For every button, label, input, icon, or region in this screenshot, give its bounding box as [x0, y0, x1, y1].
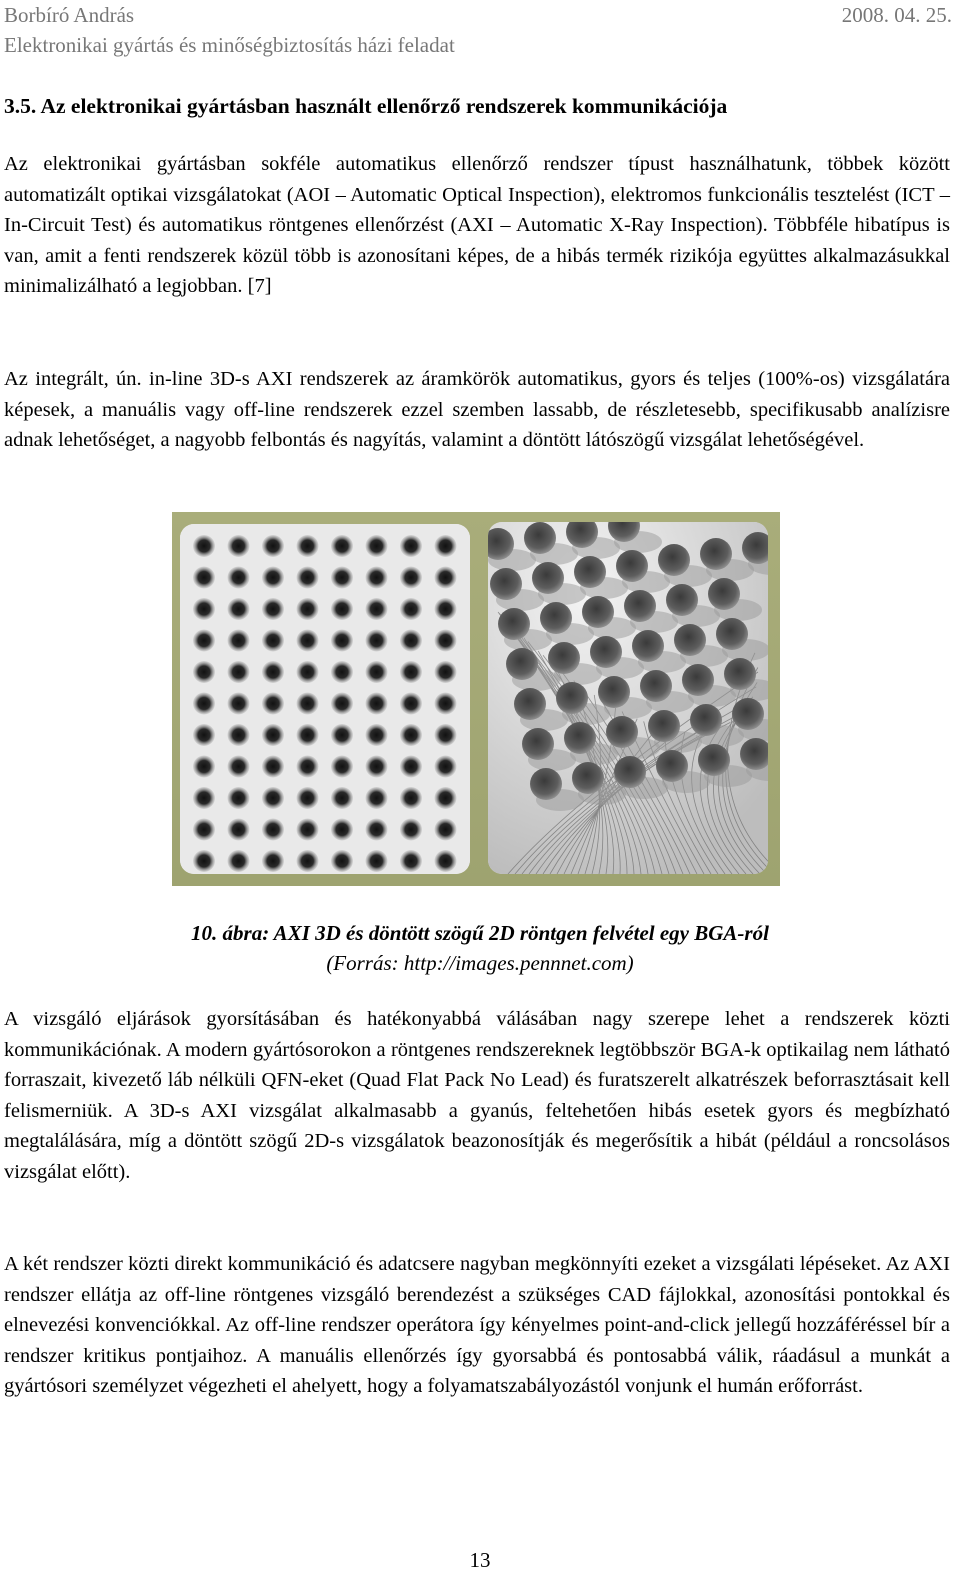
solder-ball [674, 624, 706, 656]
solder-ball [582, 596, 614, 628]
solder-ball [616, 550, 648, 582]
solder-ball [632, 630, 664, 662]
solder-ball [331, 693, 353, 715]
solder-ball [666, 584, 698, 616]
section-number: 3.5. [4, 94, 37, 118]
solder-ball [193, 661, 215, 683]
solder-ball [435, 693, 457, 715]
solder-ball [228, 598, 250, 620]
solder-ball [193, 787, 215, 809]
solder-ball [708, 578, 740, 610]
solder-ball [564, 722, 596, 754]
solder-ball [682, 664, 714, 696]
solder-ball [624, 590, 656, 622]
solder-ball [262, 787, 284, 809]
solder-ball [331, 661, 353, 683]
tilted-2d-xray-image [488, 522, 768, 874]
page-header [4, 2, 952, 28]
solder-ball [262, 850, 284, 872]
solder-ball [228, 661, 250, 683]
figure-caption: 10. ábra: AXI 3D és döntött szögű 2D röntgen felvétel egy BGA-ról [191, 921, 769, 945]
solder-ball [435, 567, 457, 589]
solder-ball [540, 602, 572, 634]
solder-ball [530, 768, 562, 800]
solder-ball [228, 724, 250, 746]
solder-ball [297, 787, 319, 809]
solder-ball [262, 535, 284, 557]
solder-ball [435, 630, 457, 652]
solder-ball [366, 756, 388, 778]
solder-ball [435, 724, 457, 746]
solder-ball [572, 762, 604, 794]
solder-ball [590, 636, 622, 668]
solder-ball [700, 538, 732, 570]
paragraph-system-communication: A vizsgáló eljárások gyorsításában és hatékonyabbá válásában nagy szerepe lehet a rendszerek közti kommunikációnak. A modern gyártósorokon a röntgenes rendszereknek legtöbbször BGA-k optikailag nem látható forraszait, kivezető láb nélküli QFN-eket (Quad Flat Pack No Lead) és furatszerelt alkatrészek beforrasztásait kell felismerniük. A 3D-s AXI vizsgálat alkalmasabb a gyanús, feltehetően hibás esetek gyors és megbízható megtalálására, míg a döntött szögű 2D-s vizsgálatok beazonosítják és megerősítik a hibát (például a roncsolásos vizsgálat előtt). [4, 1008, 950, 1183]
solder-ball [228, 535, 250, 557]
solder-ball [400, 724, 422, 746]
solder-ball [228, 787, 250, 809]
solder-ball [366, 850, 388, 872]
solder-ball [732, 698, 764, 730]
solder-ball [331, 850, 353, 872]
solder-ball [331, 724, 353, 746]
solder-ball [522, 728, 554, 760]
solder-ball [262, 819, 284, 841]
solder-ball [366, 535, 388, 557]
solder-ball [690, 704, 722, 736]
solder-ball [366, 724, 388, 746]
solder-ball [648, 710, 680, 742]
solder-ball [724, 658, 756, 690]
solder-ball [366, 567, 388, 589]
solder-ball [262, 724, 284, 746]
solder-ball [435, 598, 457, 620]
solder-ball [400, 630, 422, 652]
solder-ball [400, 535, 422, 557]
solder-ball [262, 693, 284, 715]
solder-ball [366, 787, 388, 809]
solder-ball [262, 630, 284, 652]
solder-ball [331, 819, 353, 841]
solder-ball [435, 661, 457, 683]
solder-ball [490, 568, 522, 600]
solder-ball [228, 567, 250, 589]
paragraph-inspection-systems: Az elektronikai gyártásban sokféle automatikus ellenőrző rendszer típust használhatunk, többek között automatizált optikai vizsgálatokat (AOI – Automatic Optical Inspection), elektromos funkcionális tesztelést (ICT – In-Circuit Test) és automatikus röntgenes ellenőrzést (AXI – Automatic X-Ray Inspection). Többféle hibatípus is van, amit a fenti rendszerek közül több is azonosítani képes, de a hibás termék rizikója együttes alkalmazásukkal minimalizálható a legjobban. [7] [4, 153, 950, 298]
section-heading [4, 92, 727, 120]
solder-ball [297, 756, 319, 778]
solder-ball [400, 693, 422, 715]
solder-ball [262, 598, 284, 620]
solder-ball [400, 598, 422, 620]
solder-ball [262, 567, 284, 589]
solder-ball [400, 819, 422, 841]
header-author: Borbíró András [4, 3, 135, 27]
solder-ball [514, 688, 546, 720]
solder-ball [524, 522, 556, 554]
solder-ball [658, 544, 690, 576]
solder-ball [331, 756, 353, 778]
solder-ball [331, 598, 353, 620]
solder-ball [262, 661, 284, 683]
solder-ball [400, 850, 422, 872]
solder-ball [366, 693, 388, 715]
solder-ball [716, 618, 748, 650]
solder-ball [400, 787, 422, 809]
bga-ball-grid-tilted [488, 522, 768, 874]
solder-ball [297, 819, 319, 841]
solder-ball [193, 850, 215, 872]
solder-ball [506, 648, 538, 680]
solder-ball [656, 750, 688, 782]
solder-ball [366, 661, 388, 683]
solder-ball [297, 693, 319, 715]
header-date: 2008. 04. 25. [841, 3, 952, 27]
solder-ball [262, 756, 284, 778]
solder-ball [400, 756, 422, 778]
solder-ball [435, 535, 457, 557]
solder-ball [435, 756, 457, 778]
solder-ball [193, 819, 215, 841]
solder-ball [193, 535, 215, 557]
solder-ball [331, 535, 353, 557]
solder-ball [598, 676, 630, 708]
solder-ball [640, 670, 672, 702]
solder-ball [498, 608, 530, 640]
solder-ball [606, 716, 638, 748]
paragraph-direct-data-exchange: A két rendszer közti direkt kommunikáció és adatcsere nagyban megkönnyíti ezeket a vizsgálati lépéseket. Az AXI rendszer ellátja az off-line röntgenes vizsgáló berendezést a szükséges CAD fájlokkal, azonosítási pontokkal és elnevezési konvenciókkal. Az off-line rendszer operátora így kényelmes point-and-click jellegű hozzáféréssel bír a rendszer kritikus pontjaihoz. A manuális ellenőrzés így gyorsabbá és pontosabbá válik, ráadásul a munkát a gyártósori személyzet végezheti el ahelyett, hogy a folyamatszabályozástól vonjunk el humán erőforrást. [4, 1253, 950, 1398]
solder-ball [331, 567, 353, 589]
solder-ball [297, 661, 319, 683]
solder-ball [193, 598, 215, 620]
section-title: Az elektronikai gyártásban használt ellenőrző rendszerek kommunikációja [40, 94, 728, 118]
solder-ball [228, 630, 250, 652]
solder-ball [614, 756, 646, 788]
solder-ball [400, 567, 422, 589]
solder-ball [331, 630, 353, 652]
solder-ball [297, 535, 319, 557]
solder-ball [193, 724, 215, 746]
solder-ball [228, 693, 250, 715]
solder-ball [331, 787, 353, 809]
solder-ball [193, 693, 215, 715]
solder-ball [228, 850, 250, 872]
solder-ball [435, 819, 457, 841]
solder-ball [532, 562, 564, 594]
solder-ball [193, 630, 215, 652]
solder-ball [574, 556, 606, 588]
solder-ball [400, 661, 422, 683]
page-number: 13 [469, 1548, 491, 1572]
solder-ball [548, 642, 580, 674]
solder-ball [297, 724, 319, 746]
header-subtitle: Elektronikai gyártás és minőségbiztosítás házi feladat [4, 33, 455, 57]
solder-ball [193, 756, 215, 778]
solder-ball [556, 682, 588, 714]
bga-ball-grid-3d [180, 524, 470, 874]
figure-source: (Forrás: http://images.pennnet.com) [326, 951, 634, 975]
solder-ball [366, 819, 388, 841]
paragraph-inline-axi: Az integrált, ún. in-line 3D-s AXI rendszerek az áramkörök automatikus, gyors és teljes (100%-os) vizsgálatára képesek, a manuális vagy off-line rendszerek ezzel szemben lassabb, de részletesebb, specifikusabb analízisre adnak lehetőséget, a nagyobb felbontás és nagyítás, valamint a döntött látószögű vizsgálat lehetőségével. [4, 368, 950, 452]
axi-3d-xray-image [180, 524, 470, 874]
solder-ball [698, 744, 730, 776]
solder-ball [366, 630, 388, 652]
solder-ball [435, 850, 457, 872]
solder-ball [228, 819, 250, 841]
solder-ball [297, 567, 319, 589]
solder-ball [297, 630, 319, 652]
solder-ball [366, 598, 388, 620]
bga-xray-figure [172, 512, 780, 886]
solder-ball [435, 787, 457, 809]
solder-ball [297, 850, 319, 872]
solder-ball [193, 567, 215, 589]
solder-ball [228, 756, 250, 778]
solder-ball [297, 598, 319, 620]
